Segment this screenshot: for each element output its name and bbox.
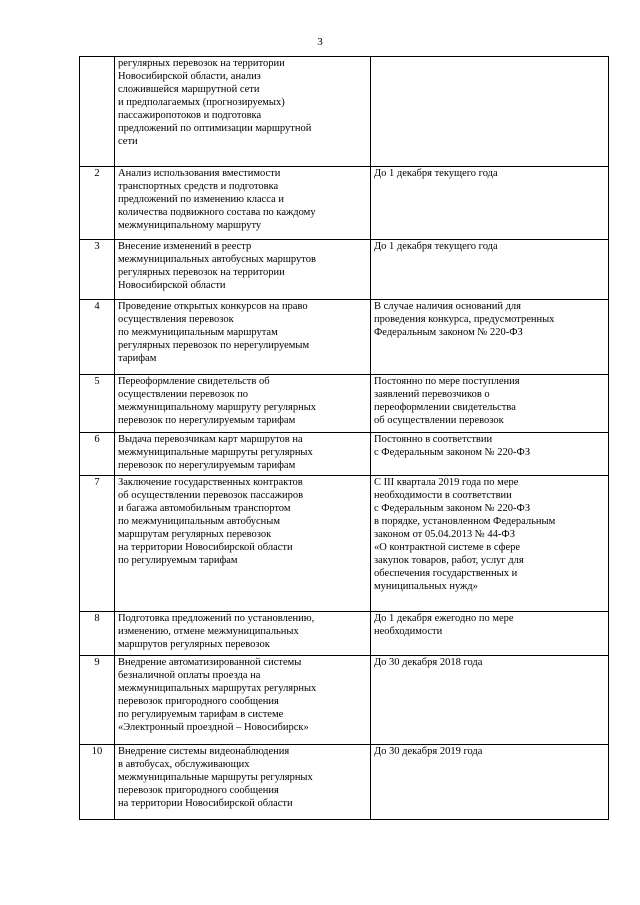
table-row <box>80 375 609 433</box>
task-cell: регулярных перевозок на территории Новосибирской области, анализ сложившейся маршрутной сети и предполагаемых (прогнозируемых) пассажиропотоков и подготовка предложений по оптимизации маршрутной сети <box>115 57 371 167</box>
row-number: 4 <box>80 300 115 375</box>
row-number: 3 <box>80 240 115 300</box>
row-number: 6 <box>80 433 115 476</box>
term-cell: Постоянно по мере поступления заявлений перевозчиков о переоформлении свидетельства об осуществлении перевозок <box>371 375 609 433</box>
table-row <box>80 476 609 612</box>
row-number: 2 <box>80 167 115 240</box>
table-row <box>80 300 609 375</box>
term-cell: До 1 декабря текущего года <box>371 167 609 240</box>
task-cell: Внедрение системы видеонаблюдения в автобусах, обслуживающих межмуниципальные маршруты регулярных перевозок пригородного сообщения на территории Новосибирской области <box>115 745 371 820</box>
table-row <box>80 745 609 820</box>
plan-table <box>79 56 609 820</box>
term-cell: До 30 декабря 2019 года <box>371 745 609 820</box>
term-cell: До 1 декабря текущего года <box>371 240 609 300</box>
table-row <box>80 240 609 300</box>
table-row <box>80 612 609 656</box>
task-cell: Переоформление свидетельств об осуществлении перевозок по межмуниципальному маршруту регулярных перевозок по нерегулируемым тарифам <box>115 375 371 433</box>
table-row <box>80 57 609 167</box>
row-number: 8 <box>80 612 115 656</box>
term-cell: Постоянно в соответствии с Федеральным законом № 220-ФЗ <box>371 433 609 476</box>
task-cell: Выдача перевозчикам карт маршрутов на межмуниципальные маршруты регулярных перевозок по нерегулируемым тарифам <box>115 433 371 476</box>
table-row <box>80 433 609 476</box>
task-cell: Анализ использования вместимости транспортных средств и подготовка предложений по изменению класса и количества подвижного состава по каждому межмуниципальному маршруту <box>115 167 371 240</box>
row-number: 5 <box>80 375 115 433</box>
term-cell: До 30 декабря 2018 года <box>371 656 609 745</box>
term-cell: С III квартала 2019 года по мере необходимости в соответствии с Федеральным законом № 220-ФЗ в порядке, установленном Федеральным законом от 05.04.2013 № 44-ФЗ «О контрактной системе в сфере закупок товаров, работ, услуг для обеспечения государственных и муниципальных нужд» <box>371 476 609 612</box>
page-number: 3 <box>317 36 323 48</box>
task-cell: Заключение государственных контрактов об осуществлении перевозок пассажиров и багажа автомобильным транспортом по межмуниципальным автобусным маршрутам регулярных перевозок на территории Новосибирской области по регулируемым тарифам <box>115 476 371 612</box>
term-cell: До 1 декабря ежегодно по мере необходимости <box>371 612 609 656</box>
table-row <box>80 656 609 745</box>
row-number: 9 <box>80 656 115 745</box>
term-cell <box>371 57 609 167</box>
row-number <box>80 57 115 167</box>
term-cell: В случае наличия оснований для проведения конкурса, предусмотренных Федеральным законом № 220-ФЗ <box>371 300 609 375</box>
row-number: 7 <box>80 476 115 612</box>
task-cell: Внедрение автоматизированной системы безналичной оплаты проезда на межмуниципальных маршрутах регулярных перевозок пригородного сообщения по регулируемым тарифам в системе «Электронный проездной – Новосибирск» <box>115 656 371 745</box>
task-cell: Проведение открытых конкурсов на право осуществления перевозок по межмуниципальным маршрутам регулярных перевозок по нерегулируемым тарифам <box>115 300 371 375</box>
table-row <box>80 167 609 240</box>
task-cell: Внесение изменений в реестр межмуниципальных автобусных маршрутов регулярных перевозок на территории Новосибирской области <box>115 240 371 300</box>
task-cell: Подготовка предложений по установлению, изменению, отмене межмуниципальных маршрутов регулярных перевозок <box>115 612 371 656</box>
row-number: 10 <box>80 745 115 820</box>
